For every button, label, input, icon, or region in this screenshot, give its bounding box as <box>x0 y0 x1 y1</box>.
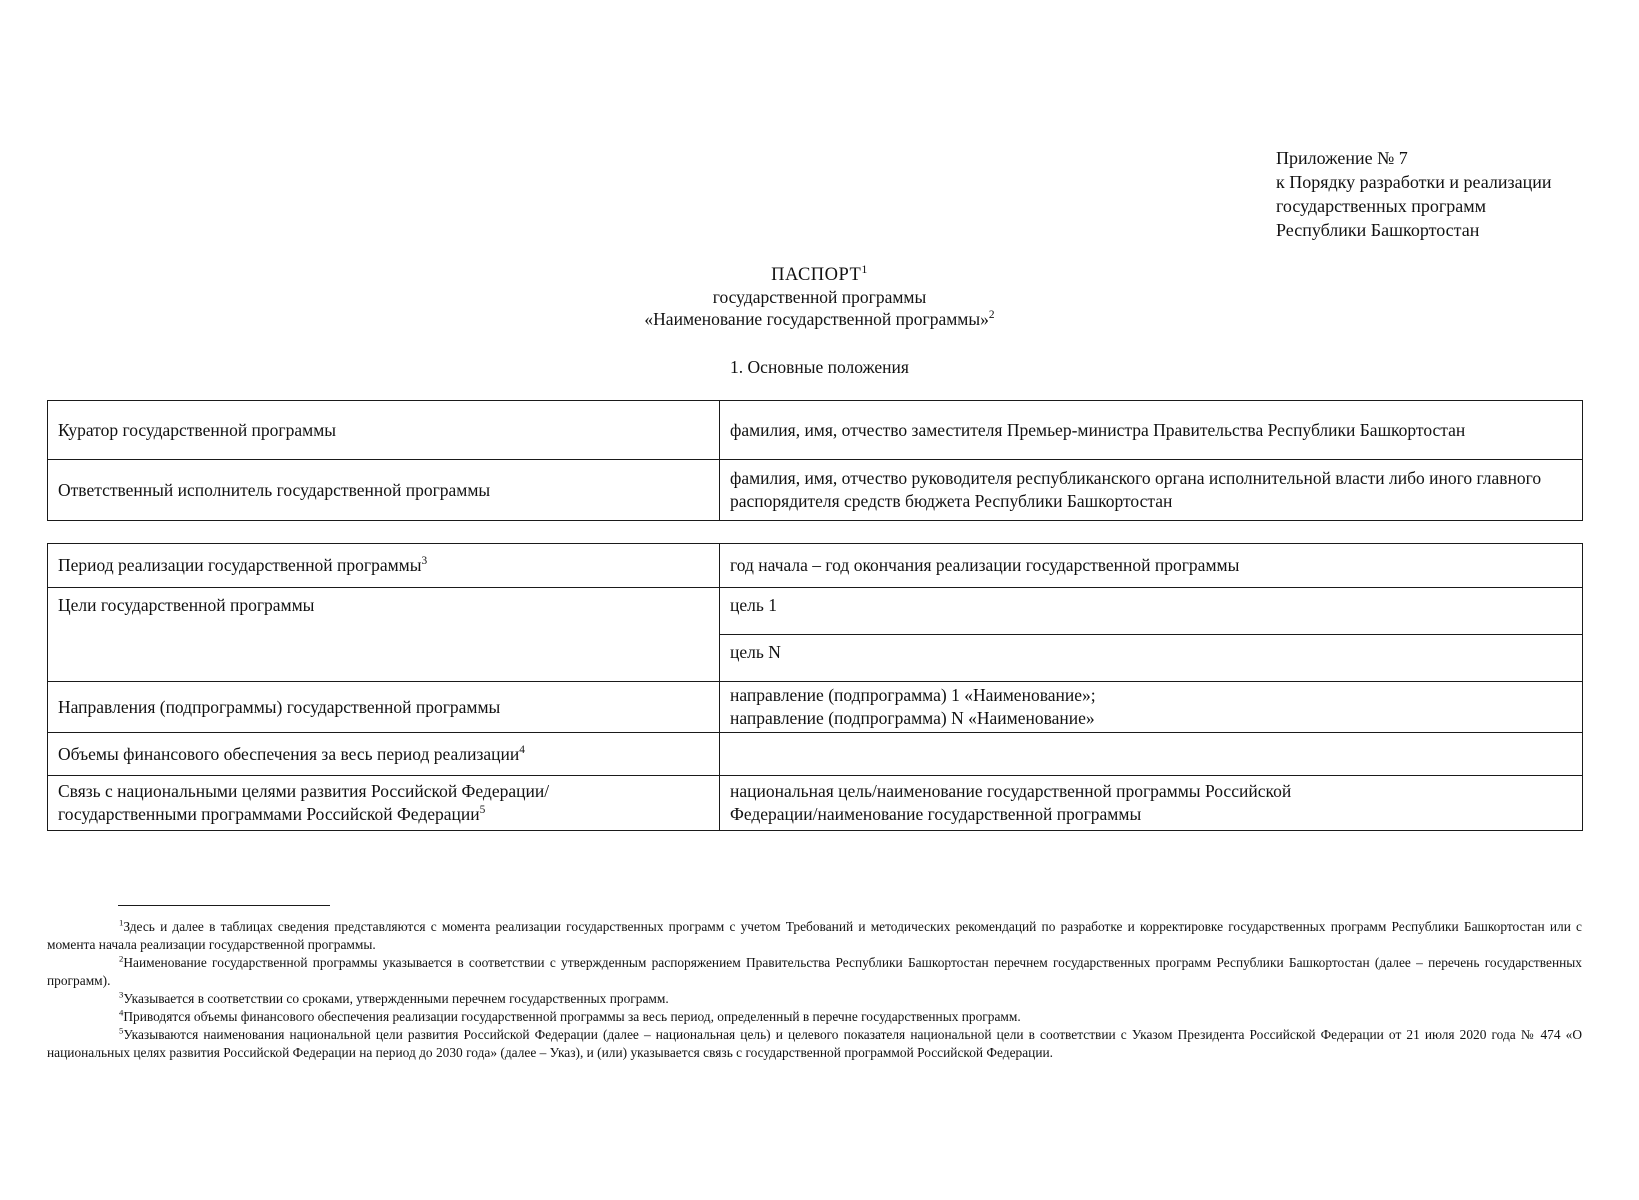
row-value-executor: фамилия, имя, отчество руководителя республиканского органа исполнительной власти либо иного главного распорядителя средств бюджета Республики Башкортостан <box>720 460 1583 521</box>
table-row <box>48 733 1583 776</box>
footnote-ref-2: 2 <box>988 309 995 322</box>
row-value-directions <box>720 682 1583 733</box>
row-label-national-goals <box>48 776 720 831</box>
footnote-text: Указывается в соответствии со сроками, утвержденными перечнем государственных программ. <box>123 991 669 1006</box>
footnote-number: 4 <box>119 1007 124 1018</box>
footnote-number: 1 <box>119 917 124 928</box>
national-goals-label-line-2: государственными программами Российской Федерации <box>58 804 480 824</box>
table-row <box>48 460 1583 521</box>
row-label-executor: Ответственный исполнитель государственной программы <box>48 460 720 521</box>
table-row <box>48 588 1583 635</box>
footnote-text: Наименование государственной программы указывается в соответствии с утвержденным распоряжением Правительства Республики Башкортостан перечнем государственных программ Республики Башкортостан (далее – перечень государственных программ). <box>47 955 1582 988</box>
row-label-directions: Направления (подпрограммы) государственной программы <box>48 682 720 733</box>
funding-label-text: Объемы финансового обеспечения за весь период реализации <box>58 743 520 764</box>
appendix-line-4: Республики Башкортостан <box>1276 220 1480 240</box>
footnote-separator <box>118 905 330 906</box>
footnote-text: Здесь и далее в таблицах сведения представляются с момента реализации государственных программ с учетом Требований и методических рекомендаций по разработке и корректировке государственных программ Республики Башкортостан или с момента начала реализации государственной программы. <box>47 919 1582 952</box>
footnote-3 <box>47 990 1582 1008</box>
national-goals-value-line-2: Федерации/наименование государственной программы <box>730 804 1142 824</box>
footnote-number: 3 <box>119 989 124 1000</box>
row-value-national-goals <box>720 776 1583 831</box>
title-passport <box>0 261 1639 286</box>
title-line-3 <box>0 308 1639 330</box>
row-value-curator: фамилия, имя, отчество заместителя Премьер-министра Правительства Республики Башкортостан <box>720 401 1583 460</box>
main-provisions-table-2 <box>47 543 1583 831</box>
national-goals-value-line-1: национальная цель/наименование государственной программы Российской <box>730 781 1292 801</box>
row-value-goal-1: цель 1 <box>720 588 1583 635</box>
direction-n: направление (подпрограмма) N «Наименование» <box>730 708 1095 728</box>
footnote-text: Приводятся объемы финансового обеспечения реализации государственной программы за весь период, определенный в перечне государственных программ. <box>123 1009 1021 1024</box>
table-row <box>48 544 1583 588</box>
footnote-4 <box>47 1008 1582 1026</box>
footnote-5 <box>47 1026 1582 1062</box>
appendix-line-1: Приложение № 7 <box>1276 148 1408 168</box>
row-label-goals: Цели государственной программы <box>48 588 720 682</box>
table-row <box>48 401 1583 460</box>
footnotes <box>47 918 1582 1062</box>
footnote-1 <box>47 918 1582 954</box>
row-value-funding <box>720 733 1583 776</box>
footnote-2 <box>47 954 1582 990</box>
footnote-text: Указываются наименования национальной цели развития Российской Федерации (далее – национальная цель) и целевого показателя национальной цели в соответствии с Указом Президента Российской Федерации от 21 июля 2020 года № 474 «О национальных целях развития Российской Федерации на период до 2030 года» (далее – Указ), и (или) указывается связь с государственной программой Российской Федерации. <box>47 1027 1582 1060</box>
title-line-2: государственной программы <box>712 287 927 307</box>
national-goals-label-line-1: Связь с национальными целями развития Российской Федерации/ <box>58 781 550 801</box>
period-label-text: Период реализации государственной программы <box>58 555 422 575</box>
row-label-funding <box>48 733 720 776</box>
footnote-ref-1: 1 <box>861 261 868 276</box>
footnote-number: 5 <box>119 1025 124 1036</box>
footnote-ref-3: 3 <box>421 555 428 568</box>
footnote-ref-5: 5 <box>479 804 486 817</box>
appendix-line-2: к Порядку разработки и реализации <box>1276 172 1552 192</box>
footnote-ref-4: 4 <box>519 743 525 756</box>
section-heading: 1. Основные положения <box>730 357 909 377</box>
row-value-goal-n: цель N <box>720 635 1583 682</box>
row-label-curator: Куратор государственной программы <box>48 401 720 460</box>
main-provisions-table-1 <box>47 400 1583 521</box>
appendix-note <box>1276 146 1552 242</box>
row-label-period <box>48 544 720 588</box>
direction-1: направление (подпрограмма) 1 «Наименование»; <box>730 685 1096 705</box>
table-row <box>48 682 1583 733</box>
document-title <box>0 261 1639 330</box>
appendix-line-3: государственных программ <box>1276 196 1487 216</box>
title-passport-text: ПАСПОРТ <box>771 265 862 285</box>
row-value-period: год начала – год окончания реализации государственной программы <box>720 544 1583 588</box>
footnote-number: 2 <box>119 953 124 964</box>
table-row <box>48 776 1583 831</box>
national-goals-label-line-2-wrap <box>58 803 709 826</box>
title-program-name: «Наименование государственной программы» <box>644 309 989 329</box>
